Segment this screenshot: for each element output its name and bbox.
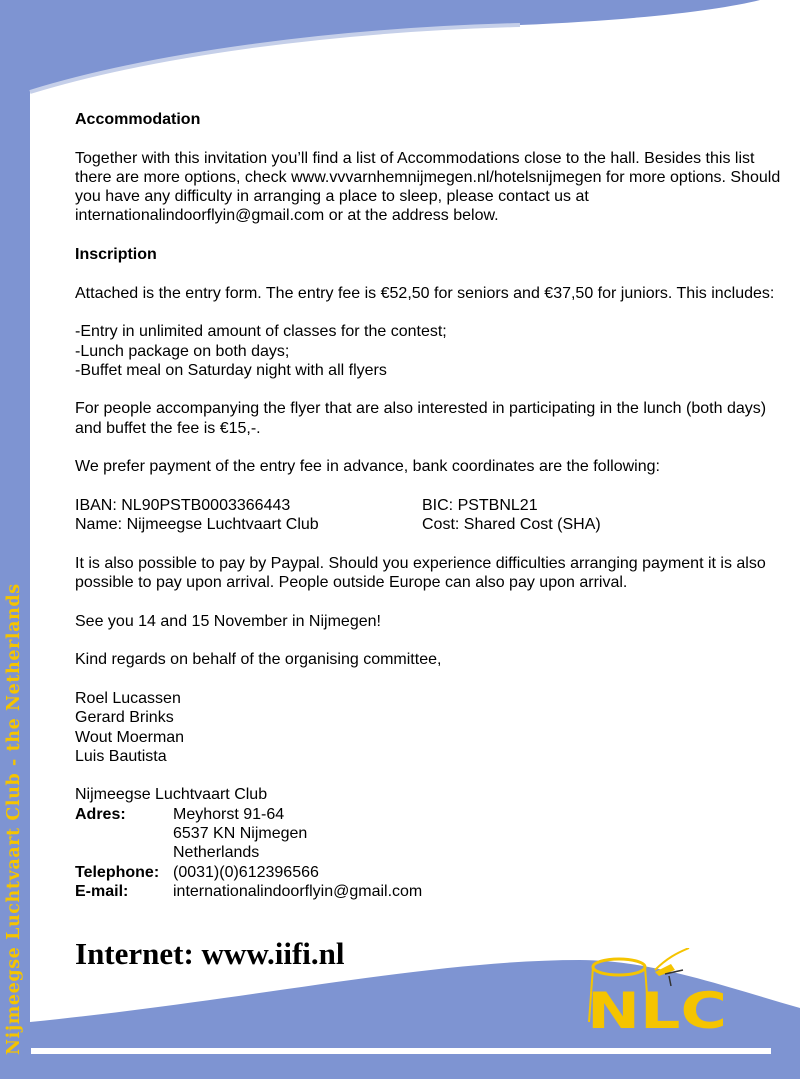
club-name: Nijmeegse Luchtvaart Club bbox=[75, 786, 268, 804]
side-banner-club-name: Nijmeegse Luchtvaart Club - the Netherlands bbox=[4, 583, 24, 1055]
bic: BIC: PSTBNL21 bbox=[422, 496, 538, 514]
accommodation-heading: Accommodation bbox=[75, 111, 201, 128]
phone-label: Telephone: bbox=[75, 863, 160, 881]
committee-member: Roel Lucassen bbox=[75, 689, 181, 707]
regards-text: Kind regards on behalf of the organising committee, bbox=[75, 651, 442, 669]
list-item: -Entry in unlimited amount of classes for the contest; bbox=[75, 323, 447, 341]
account-name: Name: Nijmeegse Luchtvaart Club bbox=[75, 516, 319, 534]
address-label: Adres: bbox=[75, 805, 126, 823]
accompany-text: For people accompanying the flyer that are also interested in participating in the lunch (both days) and buffet the fee is €15,-. bbox=[75, 400, 767, 437]
paypal-text: It is also possible to pay by Paypal. Should you experience difficulties arranging payment it is also possible to pay upon arrival. People outside Europe can also pay upon arrival. bbox=[75, 554, 766, 592]
inscription-intro: Attached is the entry form. The entry fee is €52,50 for seniors and €37,50 for juniors. This includes: bbox=[75, 284, 775, 302]
committee-member: Luis Bautista bbox=[75, 747, 167, 765]
email-address: internationalindoorflyin@gmail.com bbox=[173, 882, 423, 900]
committee-list bbox=[75, 689, 787, 766]
internet-website[interactable]: Internet: www.iifi.nl bbox=[75, 936, 345, 971]
iban: IBAN: NL90PSTB0003366443 bbox=[75, 496, 291, 514]
cost-type: Cost: Shared Cost (SHA) bbox=[422, 516, 601, 534]
logo-text: NLC bbox=[587, 982, 727, 1034]
nlc-club-logo bbox=[585, 948, 733, 1034]
letter-body bbox=[75, 110, 787, 901]
address-line: Meyhorst 91-64 bbox=[173, 805, 285, 823]
address-line: Netherlands bbox=[173, 844, 260, 862]
address-line: 6537 KN Nijmegen bbox=[173, 824, 308, 842]
list-item: -Lunch package on both days; bbox=[75, 342, 290, 360]
see-you-text: See you 14 and 15 November in Nijmegen! bbox=[75, 612, 381, 630]
payment-preference-text: We prefer payment of the entry fee in advance, bank coordinates are the following: bbox=[75, 458, 660, 476]
contact-block bbox=[75, 785, 787, 901]
email-label: E-mail: bbox=[75, 882, 129, 900]
bank-coordinates bbox=[75, 496, 787, 535]
accommodation-text: Together with this invitation you’ll find a list of Accommodations close to the hall. Besides this list there are more options, check www.vvvarnhemnijmegen.nl/hotelsnijmegen for more options. Should you have any difficulty in arranging a place to sleep, please contact us at internationalindoorflyin@gmail.com or at the address below. bbox=[75, 149, 781, 225]
phone-number: (0031)(0)612396566 bbox=[173, 863, 319, 881]
committee-member: Wout Moerman bbox=[75, 728, 185, 746]
list-item: -Buffet meal on Saturday night with all flyers bbox=[75, 361, 387, 379]
committee-member: Gerard Brinks bbox=[75, 709, 174, 727]
inscription-heading: Inscription bbox=[75, 246, 157, 264]
includes-list bbox=[75, 322, 787, 380]
